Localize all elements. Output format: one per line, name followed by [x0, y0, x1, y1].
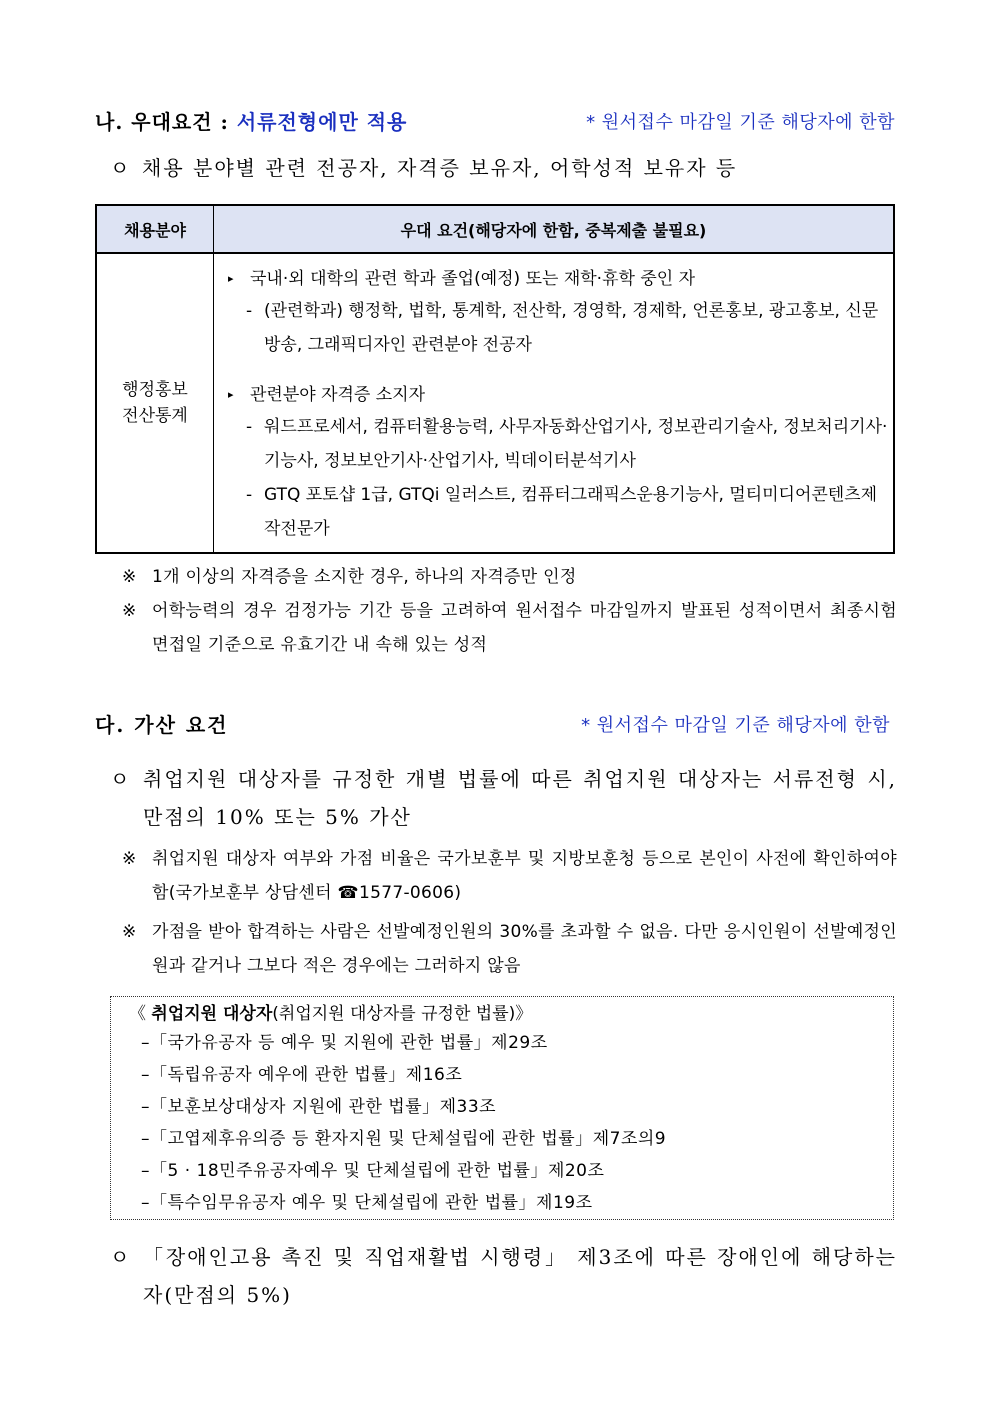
dash-marker: -: [246, 417, 253, 437]
section-na-intro-text: 채용 분야별 관련 전공자, 자격증 보유자, 어학성적 보유자 등: [142, 156, 738, 180]
requirement-item-text: 국내·외 대학의 관련 학과 졸업(예정) 또는 재학·휴학 중인 자: [250, 269, 696, 289]
preference-table: [95, 204, 895, 554]
dash-marker: -: [246, 485, 253, 505]
field-cell: [96, 253, 214, 553]
note-eligibility: [122, 842, 897, 910]
note-text: 가점을 받아 합격하는 사람은 선발예정인원의 30%를 초과할 수 없음. 다만 응시인원이 선발예정인원과 같거나 그보다 적은 경우에는 그러하지 않음: [152, 922, 897, 976]
bonus-paragraph-1: [110, 760, 897, 836]
bonus-paragraph-2: [110, 1238, 897, 1314]
note-certificate: [122, 560, 897, 594]
requirement-sub-text: (관련학과) 행정학, 법학, 통계학, 전산학, 경영학, 경제학, 언론홍보, 광고홍보, 신문방송, 그래픽디자인 관련분야 전공자: [264, 301, 879, 355]
header-requirements: 우대 요건(해당자에 한함, 중복제출 불필요): [214, 205, 895, 253]
requirement-item: [228, 264, 893, 294]
bullet-marker: ㅇ: [110, 156, 132, 180]
section-na-note: * 원서접수 마감일 기준 해당자에 한함: [586, 112, 895, 133]
law-item: –「독립유공자 예우에 관한 법률」제16조: [141, 1065, 463, 1085]
requirements-cell: [214, 253, 895, 553]
note-text: 어학능력의 경우 검정가능 기간 등을 고려하여 원서접수 마감일까지 발표된 성적이면서 최종시험 면접일 기준으로 유효기간 내 속해 있는 성적: [152, 601, 897, 655]
section-da-note: * 원서접수 마감일 기준 해당자에 한함: [581, 715, 890, 736]
section-na-intro: [110, 152, 737, 181]
table-header-row: [96, 205, 894, 253]
reference-mark: ※: [122, 849, 137, 869]
law-item: –「보훈보상대상자 지원에 관한 법률」제33조: [141, 1097, 497, 1117]
reference-mark: ※: [122, 922, 137, 942]
field-line-2: 전산통계: [122, 406, 188, 426]
section-na-title: [95, 106, 407, 135]
requirement-item: [228, 380, 893, 410]
bullet-marker: ㅇ: [110, 1245, 130, 1269]
section-da-title: 다. 가산 요건: [95, 713, 229, 737]
note-text: 취업지원 대상자 여부와 가점 비율은 국가보훈부 및 지방보훈청 등으로 본인이 사전에 확인하여야 함(국가보훈부 상담센터 ☎1577-0606): [152, 849, 897, 903]
header-field: 채용분야: [96, 205, 214, 253]
paragraph-text: 취업지원 대상자를 규정한 개별 법률에 따른 취업지원 대상자는 서류전형 시, 만점의 10% 또는 5% 가산: [143, 767, 897, 829]
triangle-bullet-icon: ▸: [228, 388, 234, 401]
law-list-box: [110, 996, 894, 1220]
bullet-marker: ㅇ: [110, 767, 130, 791]
requirement-item-text: 관련분야 자격증 소지자: [250, 385, 426, 405]
reference-mark: ※: [122, 601, 137, 621]
requirement-sub-text: 워드프로세서, 컴퓨터활용능력, 사무자동화산업기사, 정보관리기술사, 정보처리기사·기능사, 정보보안기사·산업기사, 빅데이터분석기사: [264, 417, 888, 471]
law-item: –「고엽제후유의증 등 환자지원 및 단체설립에 관한 법률」제7조의9: [141, 1129, 667, 1149]
section-na-title-emphasis: 서류전형에만 적용: [236, 110, 408, 134]
requirement-sub-item: [228, 410, 893, 478]
law-box-bracket: 《: [129, 1004, 152, 1024]
law-box-title: [129, 1001, 532, 1027]
law-item: –「5 · 18민주유공자예우 및 단체설립에 관한 법률」제20조: [141, 1161, 605, 1181]
requirement-sub-item: [228, 294, 893, 362]
section-na-header: [95, 106, 895, 140]
note-text: 1개 이상의 자격증을 소지한 경우, 하나의 자격증만 인정: [152, 567, 577, 587]
law-item: –「국가유공자 등 예우 및 지원에 관한 법률」제29조: [141, 1033, 548, 1053]
section-na-title-prefix: 나. 우대요건 :: [95, 110, 237, 134]
field-line-1: 행정홍보: [122, 380, 188, 400]
requirement-sub-text: GTQ 포토샵 1급, GTQi 일러스트, 컴퓨터그래픽스운용기능사, 멀티미디어콘텐츠제작전문가: [264, 485, 878, 539]
law-item: –「특수임무유공자 예우 및 단체설립에 관한 법률」제19조: [141, 1193, 593, 1213]
reference-mark: ※: [122, 567, 137, 587]
triangle-bullet-icon: ▸: [228, 272, 234, 285]
section-da-header: [95, 705, 895, 739]
law-box-title-bold: 취업지원 대상자: [151, 1004, 273, 1024]
table-row: [96, 253, 894, 553]
requirement-sub-item: [228, 478, 893, 546]
paragraph-text: 「장애인고용 촉진 및 직업재활법 시행령」 제3조에 따른 장애인에 해당하는 자(만점의 5%): [143, 1245, 897, 1307]
law-box-title-rest: (취업지원 대상자를 규정한 법률)》: [272, 1004, 533, 1024]
dash-marker: -: [246, 301, 253, 321]
note-limit: [122, 915, 897, 983]
note-language: [122, 594, 897, 662]
